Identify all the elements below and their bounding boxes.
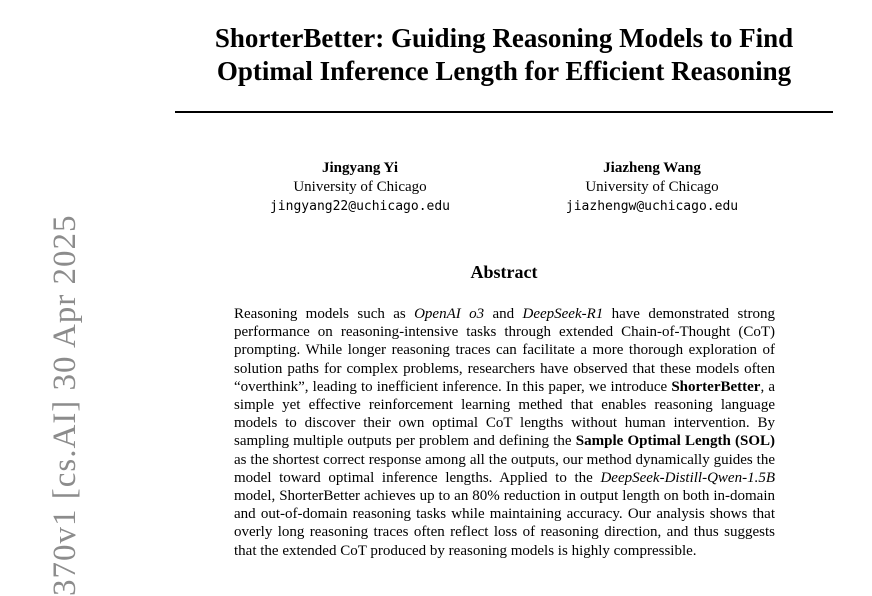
model-name-openai-o3: OpenAI o3 [414,306,485,322]
abstract-body [234,305,775,560]
author-name: Jiazheng Wang [603,160,701,176]
method-name-shorterbetter: ShorterBetter [671,378,761,395]
arxiv-identifier-stamp: 370v1 [cs.AI] 30 Apr 2025 [47,214,83,596]
author-email: jiazhengw@uchicago.edu [565,199,739,214]
abstract-text: model, ShorterBetter achieves up to an 80% reduction in output length on both in-domain and out-of-domain reasoning tasks while maintaining accuracy. Our analysis shows that overly long reasoning traces often reflect loss of reasoning direction, and thus suggests that the extended CoT produced by reasoning models is highly compressible. [234,488,775,559]
abstract-text: as the shortest correct response among all the outputs, our method dynamically guides the model toward optimal inference lengths. Applied to the [234,451,775,486]
abstract-text: , a simple yet effective reinforcement learning methed that enables reasoning language models to discover their own optimal CoT lengths without human intervention. By sampling multiple outputs per problem and defining the [234,378,775,450]
abstract-text: and [484,306,523,322]
author-affiliation: University of Chicago [585,179,719,195]
author-email: jingyang22@uchicago.edu [269,199,450,214]
author-affiliation: University of Chicago [293,179,427,195]
abstract-text: Reasoning models such as [234,306,415,322]
model-name-deepseek-r1: DeepSeek-R1 [522,306,604,322]
paper-title: ShorterBetter: Guiding Reasoning Models to Find Optimal Inference Length for Efficient Reasoning [214,23,794,86]
title-rule [175,111,833,113]
abstract-text: have demonstrated strong performance on reasoning-intensive tasks through extended Chain-of-Thought (CoT) prompting. While longer reasoning traces can facilitate a more thorough exploration of solution paths for complex problems, researchers have observed that these models often “overthink”, leading to inefficient inference. In this paper, we introduce [234,306,775,395]
abstract-heading: Abstract [470,262,538,282]
author-block-1 [230,159,490,216]
author-block-2 [522,159,782,216]
author-name: Jingyang Yi [322,160,398,176]
term-sample-optimal-length: Sample Optimal Length (SOL) [575,433,776,450]
model-name-deepseek-distill: DeepSeek-Distill-Qwen-1.5B [600,469,775,486]
